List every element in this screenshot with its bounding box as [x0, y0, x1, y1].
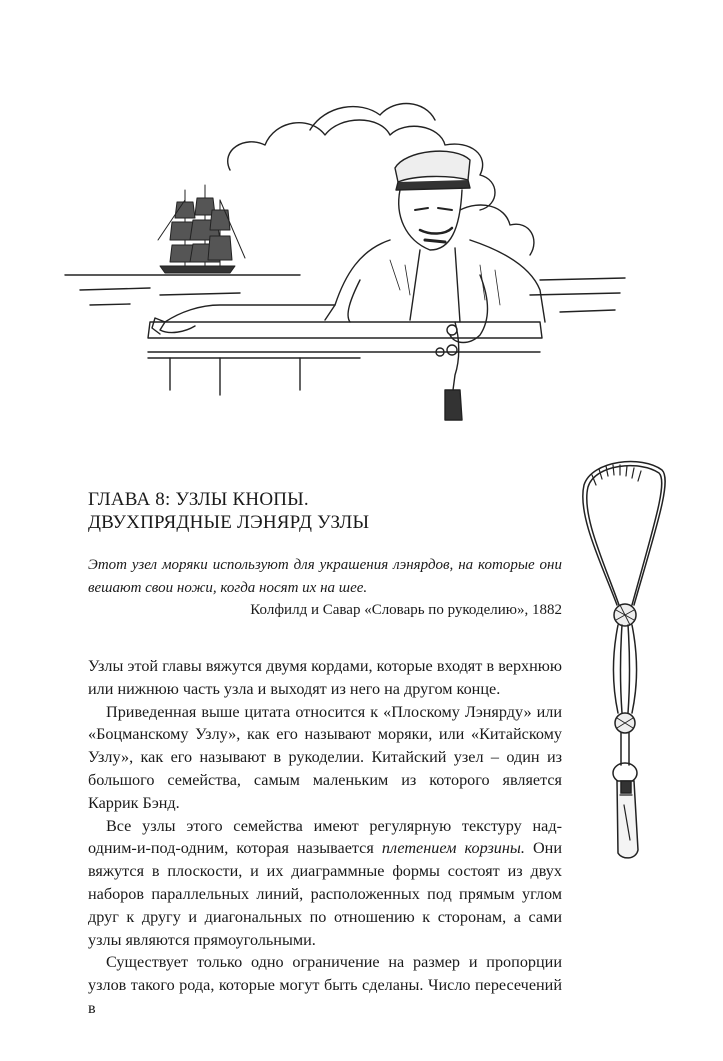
rail-post [170, 358, 300, 395]
chapter-heading [88, 488, 558, 534]
paragraph-3-emphasis: плетением корзины. [381, 839, 525, 858]
paragraph-2: Приведенная выше цитата относится к «Плоскому Лэнярду» или «Боцманскому Узлу», как его называют моряки, или «Китайскому Узлу», как его называют в рукоделии. Китайский узел – один из большого семейства, самым маленьким из которого является Каррик Бэнд. [88, 702, 562, 812]
epigraph-quote: Этот узел моряки используют для украшения лэнярдов, на которые они вешают свои ножи, когда носят их на шее. [88, 557, 562, 596]
paragraph-1: Узлы этой главы вяжутся двумя кордами, которые входят в верхнюю или нижнюю часть узла и выходят из него на другом конце. [88, 657, 562, 698]
paragraph-3-start: Все узлы этого семейства имеют регулярную текстуру над-одним-и-под-одним, которая называется [88, 816, 562, 858]
paragraph-3 [88, 815, 562, 952]
sailor-cap [395, 151, 470, 182]
paragraph-3-end: Они вяжутся в плоскости, и их диаграммные формы состоят из двух наборов параллельных линий, расположенных под прямым углом друг к другу и диагональных по отношению к сторонам, а сами узлы являются прямоугольными. [88, 839, 562, 949]
sailor-illustration [60, 90, 640, 450]
sea-line [530, 278, 625, 312]
epigraph-attribution: Колфилд и Савар «Словарь по рукоделию», 1882 [250, 602, 562, 618]
paragraph-4: Существует только одно ограничение на размер и пропорции узлов такого рода, которые могут быть сделаны. Число пересечений в [88, 953, 562, 1017]
sailing-ship [158, 185, 245, 273]
sea-line [80, 288, 240, 305]
chapter-heading-line-2: ДВУХПРЯДНЫЕ ЛЭНЯРД УЗЛЫ [88, 512, 370, 533]
sailor-coat [325, 240, 545, 322]
ship-rail [148, 352, 540, 358]
body-text [88, 655, 562, 1020]
lanyard-knife-illustration [572, 455, 682, 865]
cloud-outline [460, 205, 534, 255]
sailor-left-arm [160, 305, 335, 333]
chapter-heading-line-1: ГЛАВА 8: УЗЛЫ КНОПЫ. [88, 489, 309, 510]
lanyard-ring [613, 763, 637, 783]
